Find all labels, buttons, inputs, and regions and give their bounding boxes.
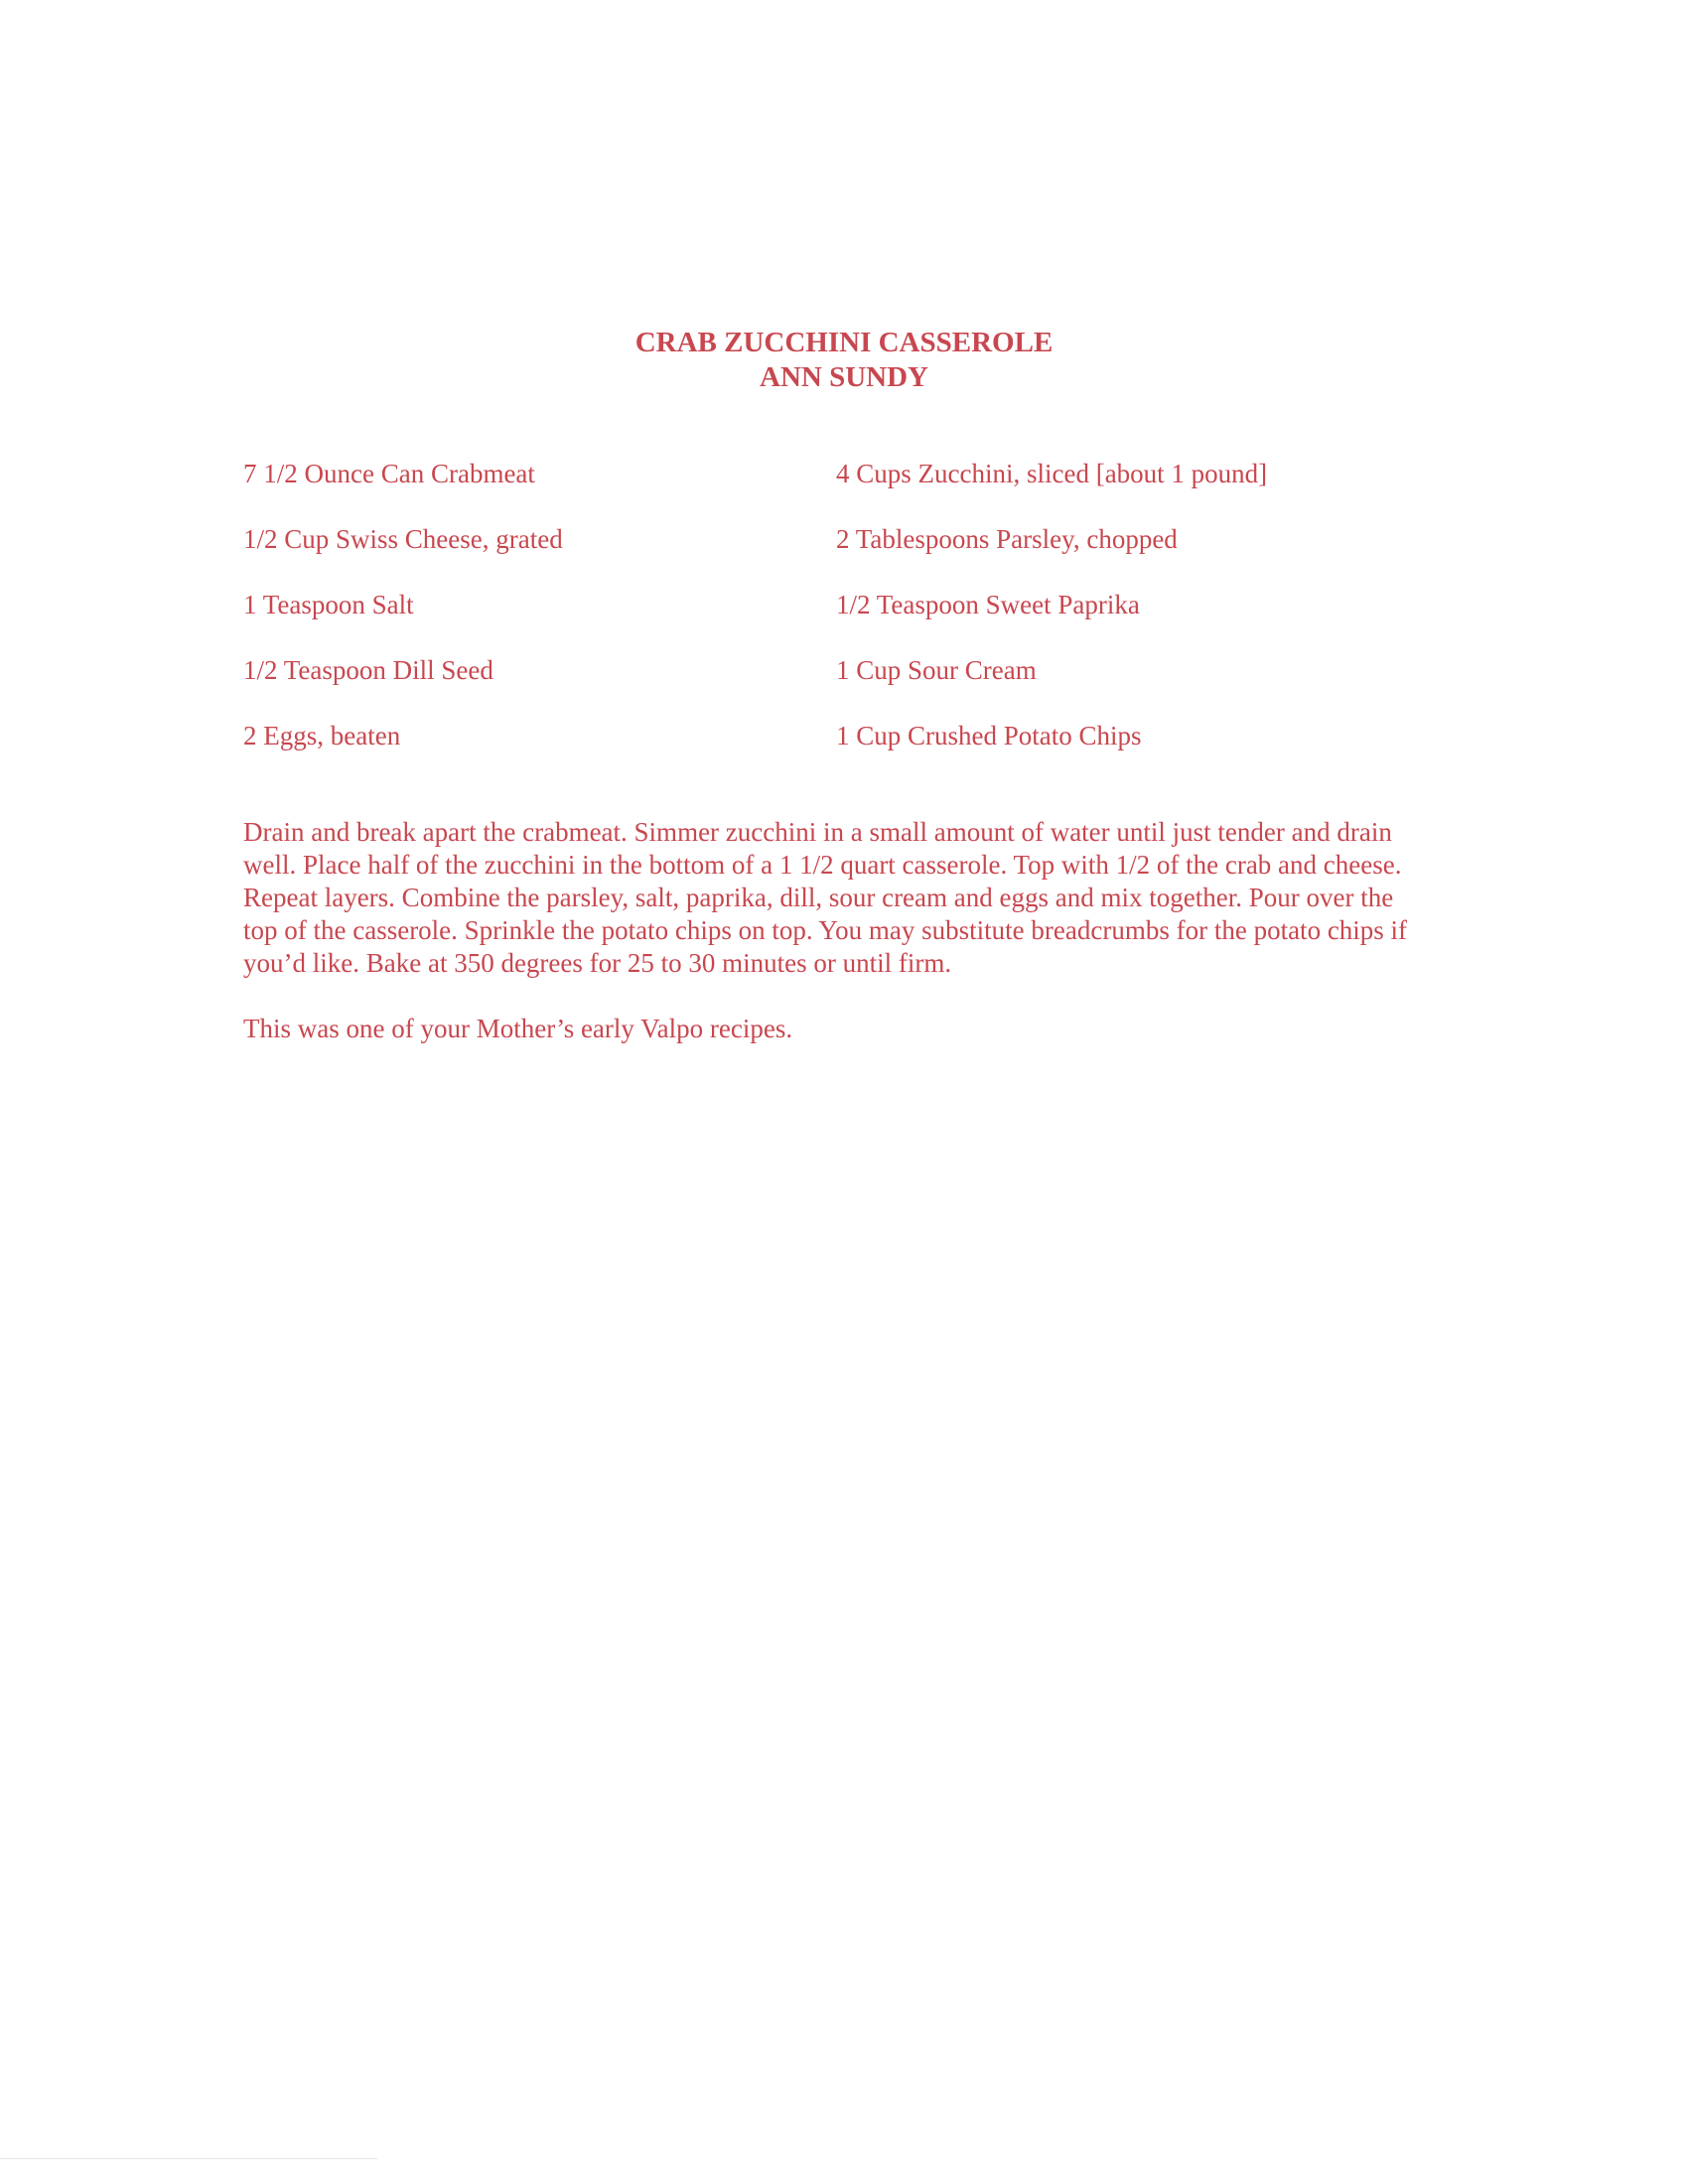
ingredient-row <box>243 457 1484 522</box>
recipe-author: ANN SUNDY <box>760 361 928 393</box>
ingredient-item: 1/2 Cup Swiss Cheese, grated <box>243 524 563 554</box>
ingredient-item: 1 Cup Crushed Potato Chips <box>836 721 1142 751</box>
recipe-directions: Drain and break apart the crabmeat. Simmer zucchini in a small amount of water until just tender and drain well. Place half of the zucchini in the bottom of a 1 1/2 quart casserole. Top with 1/2 of the crab and cheese. Repeat layers. Combine the parsley, salt, paprika, dill, sour cream and eggs and mix together. Pour over the top of the casserole. Sprinkle the potato chips on top. You may substitute breadcrumbs for the potato chips if you’d like. Bake at 350 degrees for 25 to 30 minutes or until firm. <box>243 817 1408 978</box>
ingredient-item: 1 Cup Sour Cream <box>836 655 1037 685</box>
ingredient-list <box>243 457 1484 784</box>
ingredient-row <box>243 588 1484 653</box>
recipe-header <box>0 326 1688 395</box>
ingredient-row <box>243 719 1484 784</box>
ingredient-item: 1/2 Teaspoon Sweet Paprika <box>836 590 1140 619</box>
ingredient-item: 4 Cups Zucchini, sliced [about 1 pound] <box>836 459 1268 488</box>
ingredient-item: 2 Eggs, beaten <box>243 721 401 751</box>
ingredient-item: 1/2 Teaspoon Dill Seed <box>243 655 493 685</box>
recipe-note: This was one of your Mother’s early Valpo recipes. <box>243 1014 793 1043</box>
recipe-title: CRAB ZUCCHINI CASSEROLE <box>634 327 1054 358</box>
scan-edge-line <box>0 2158 377 2159</box>
ingredient-item: 2 Tablespoons Parsley, chopped <box>836 524 1178 554</box>
ingredient-item: 1 Teaspoon Salt <box>243 590 414 619</box>
ingredient-item: 7 1/2 Ounce Can Crabmeat <box>243 459 535 488</box>
ingredient-row <box>243 653 1484 719</box>
ingredient-row <box>243 522 1484 588</box>
